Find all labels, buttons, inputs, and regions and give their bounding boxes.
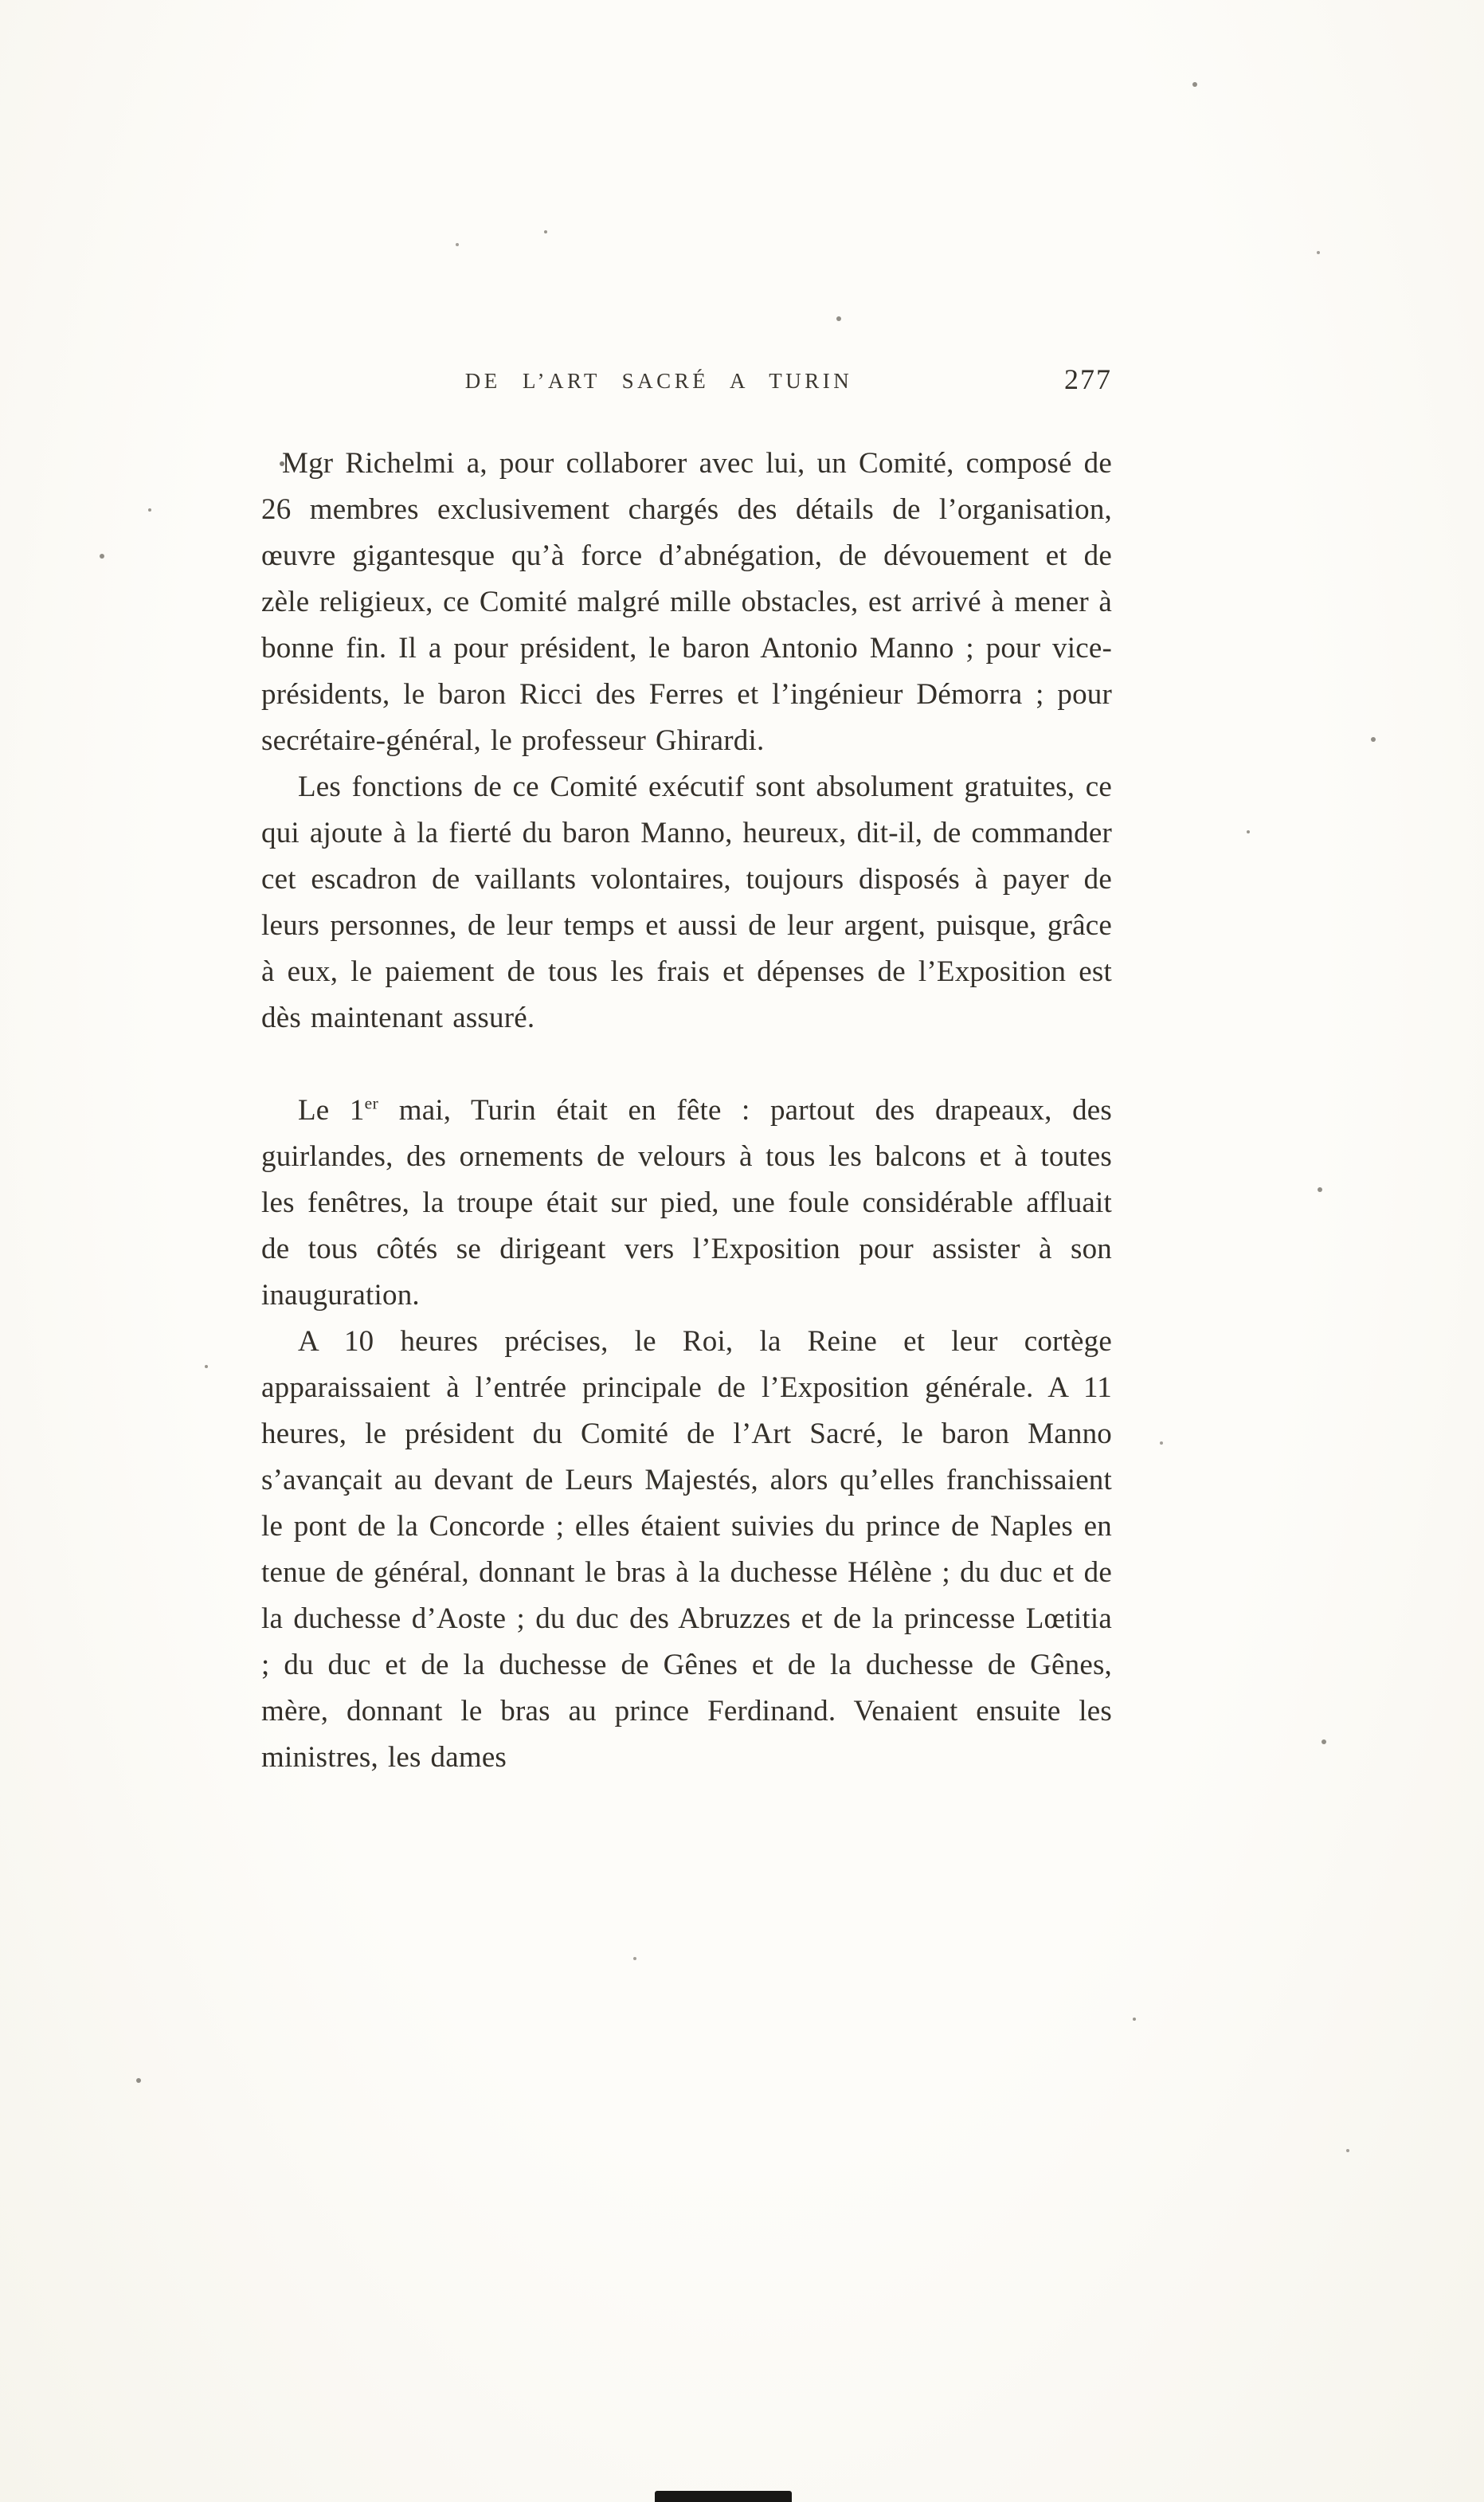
page-number: 277 <box>1064 363 1112 395</box>
running-title: DE L’ART SACRÉ A TURIN <box>464 369 853 393</box>
paragraph-first-may <box>261 1088 1112 1319</box>
paragraph-text-lead: Le 1 <box>298 1094 365 1127</box>
paragraph-text: Les fonctions de ce Comité exécutif sont absolument gratuites, ce qui ajoute à la fierté du baron Manno, heureux, dit-il, de commander cet escadron de vaillants volontaires, toujours disposés à payer de leurs personnes, de leur temps et aussi de leur argent, puisque, grâce à eux, le paiement de tous les frais et dépenses de l’Exposition est dès maintenant assuré. <box>261 771 1112 1034</box>
book-page <box>261 363 1112 1781</box>
paragraph-text-rest: mai, Turin était en fête : partout des drapeaux, des guirlandes, des ornements de velours à tous les balcons et à toutes les fenêtres, la troupe était sur pied, une foule considérable affluait de tous côtés se dirigeant vers l’Exposition pour assister à son inauguration. <box>261 1094 1113 1312</box>
paragraph-text: Mgr Richelmi a, pour collaborer avec lui, un Comité, composé de 26 membres exclusivement chargés des détails de l’organisation, œuvre gigantesque qu’à force d’abnégation, de dévouement et de zèle religieux, ce Comité malgré mille obstacles, est arrivé à mener à bonne fin. Il a pour président, le baron Antonio Manno ; pour vice-présidents, le baron Ricci des Ferres et l’ingénieur Démorra ; pour secrétaire-général, le professeur Ghirardi. <box>261 447 1112 757</box>
ordinal-superscript: er <box>364 1093 379 1113</box>
running-head <box>261 363 1112 399</box>
paragraph-functions <box>261 764 1112 1041</box>
scan-speckles <box>0 0 3 3</box>
paragraph-royal-procession <box>261 1319 1112 1781</box>
paragraph-committee <box>261 441 1112 764</box>
page-body <box>261 441 1112 1781</box>
paragraph-text: A 10 heures précises, le Roi, la Reine et leur cortège apparaissaient à l’entrée principale de l’Exposition générale. A 11 heures, le président du Comité de l’Art Sacré, le baron Manno s’avançait au devant de Leurs Majestés, alors qu’elles franchissaient le pont de la Concorde ; elles étaient suivies du prince de Naples en tenue de général, donnant le bras à la duchesse Hélène ; du duc et de la duchesse d’Aoste ; du duc des Abruzzes et de la princesse Lœtitia ; du duc et de la duchesse de Gênes et de la duchesse de Gênes, mère, donnant le bras au prince Ferdinand. Venaient ensuite les ministres, les dames <box>261 1325 1112 1774</box>
scan-edge-mark <box>655 2491 792 2502</box>
